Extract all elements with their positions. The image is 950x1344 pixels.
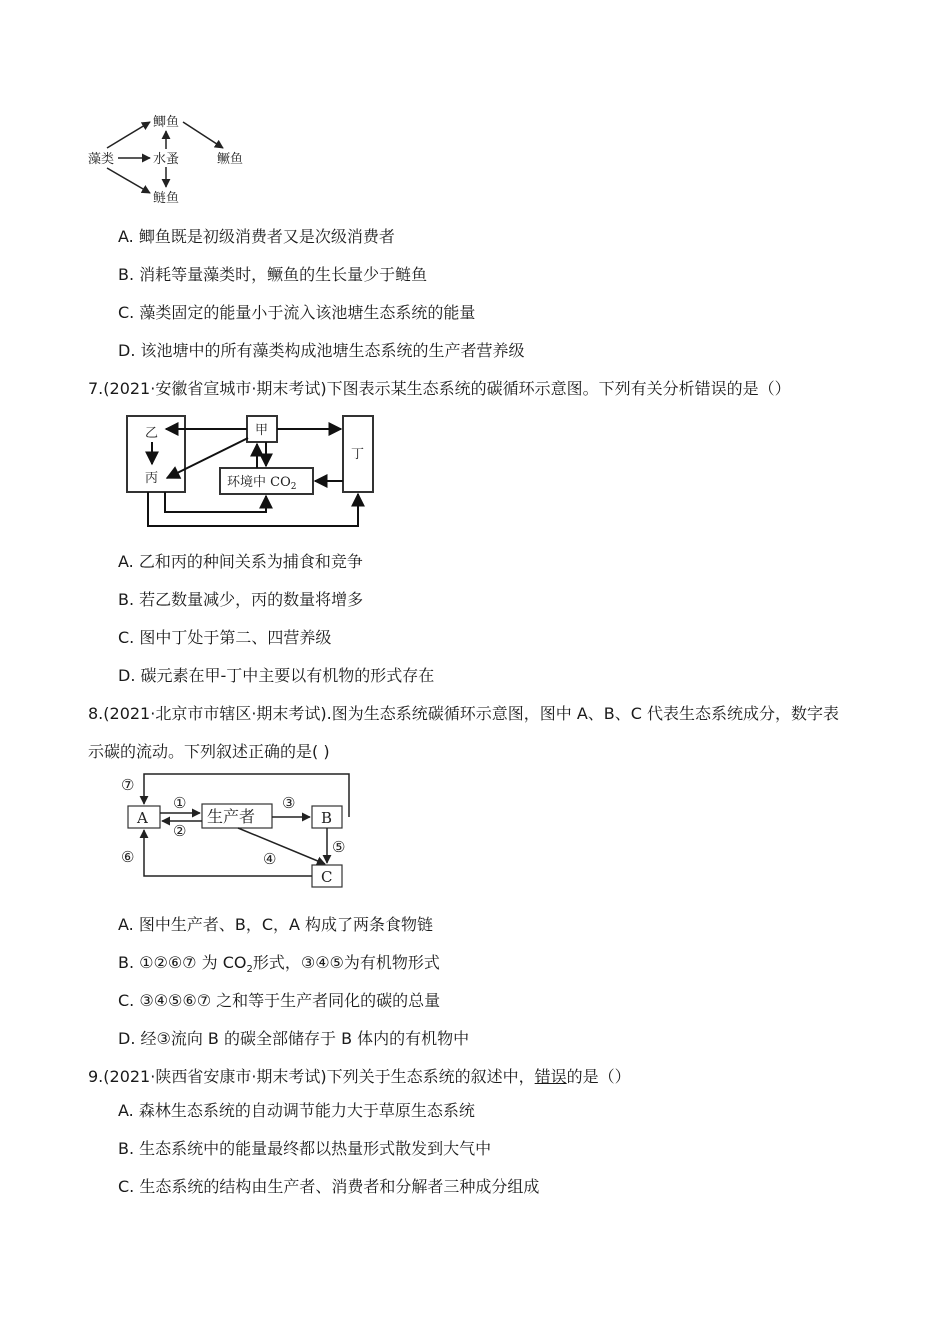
- label-n5: ⑤: [332, 838, 346, 856]
- q7-option-a: A. 乙和丙的种间关系为捕食和竞争: [118, 552, 363, 571]
- arrow-yi-ding: [148, 492, 358, 526]
- label-co2: 环境中 $CO_2$: [227, 475, 297, 492]
- q8-option-d: D. 经③流向 B 的碳全部储存于 B 体内的有机物中: [118, 1029, 470, 1048]
- q7-option-d: D. 碳元素在甲-丁中主要以有机物的形式存在: [118, 666, 435, 685]
- label-ding: 丁: [351, 447, 365, 462]
- node-water-flea: 水蚤: [153, 152, 180, 167]
- q9-stem-underlined: 错误: [534, 1067, 567, 1086]
- q6-option-b: B. 消耗等量藻类时，鳜鱼的生长量少于鲢鱼: [118, 265, 428, 284]
- label-a: A: [137, 809, 148, 827]
- q9-option-c: C. 生态系统的结构由生产者、消费者和分解者三种成分组成: [118, 1177, 540, 1196]
- q9-option-a: A. 森林生态系统的自动调节能力大于草原生态系统: [118, 1101, 475, 1120]
- q8-option-a: A. 图中生产者、B，C，A 构成了两条食物链: [118, 915, 434, 934]
- food-web-diagram: [85, 110, 265, 210]
- q7-carbon-cycle-diagram: [120, 408, 370, 533]
- q8-carbon-cycle-diagram: [118, 770, 358, 890]
- q6-option-d: D. 该池塘中的所有藻类构成池塘生态系统的生产者营养级: [118, 341, 525, 360]
- node-algae: 藻类: [88, 152, 115, 167]
- arrow-producer-c: [238, 828, 325, 864]
- arrow-carp-mandarin-fish: [183, 122, 223, 148]
- arrow-algae-silver-carp: [107, 168, 150, 193]
- node-silver-carp: 鲢鱼: [153, 191, 180, 206]
- label-n1: ①: [173, 794, 187, 812]
- label-jia: 甲: [255, 423, 269, 438]
- q7-option-c: C. 图中丁处于第二、四营养级: [118, 628, 332, 647]
- label-n4: ④: [263, 850, 277, 868]
- label-n6: ⑥: [121, 848, 135, 866]
- q8-option-b-pre: B. ①②⑥⑦ 为 CO: [118, 953, 247, 972]
- q9-option-b: B. 生态系统中的能量最终都以热量形式散发到大气中: [118, 1139, 492, 1158]
- q6-option-a: A. 鲫鱼既是初级消费者又是次级消费者: [118, 227, 395, 246]
- q8-stem-line2: 示碳的流动。下列叙述正确的是( ): [88, 742, 330, 761]
- q8-stem-line1: 8.(2021·北京市市辖区·期末考试).图为生态系统碳循环示意图，图中 A、B、C 代表生态系统成分，数字表: [88, 704, 839, 723]
- q8-option-b-sub: 2: [246, 964, 253, 976]
- label-n2: ②: [173, 822, 187, 840]
- q7-option-b: B. 若乙数量减少，丙的数量将增多: [118, 590, 364, 609]
- q8-option-c: C. ③④⑤⑥⑦ 之和等于生产者同化的碳的总量: [118, 991, 441, 1010]
- q9-stem: [88, 1067, 631, 1087]
- q8-option-b-post: 形式，③④⑤为有机物形式: [252, 953, 440, 972]
- q7-stem: 7.(2021·安徽省宣城市·期末考试)下图表示某生态系统的碳循环示意图。下列有关分析错误的是（）: [88, 379, 791, 398]
- label-producer: 生产者: [207, 807, 256, 826]
- q8-option-b: [118, 953, 440, 980]
- node-carp: 鲫鱼: [153, 115, 180, 130]
- node-mandarin-fish: 鳜鱼: [217, 152, 244, 167]
- q9-stem-post: 的是（）: [566, 1067, 631, 1086]
- label-yi: 乙: [145, 426, 159, 441]
- label-n7: ⑦: [121, 776, 135, 794]
- arrow-algae-carp: [107, 122, 150, 148]
- label-bing: 丙: [145, 471, 159, 486]
- arrow-c-a: [144, 830, 312, 876]
- q6-option-c: C. 藻类固定的能量小于流入该池塘生态系统的能量: [118, 303, 476, 322]
- label-b: B: [321, 809, 333, 827]
- label-n3: ③: [282, 794, 296, 812]
- label-c: C: [321, 868, 333, 886]
- q9-stem-pre: 9.(2021·陕西省安康市·期末考试)下列关于生态系统的叙述中，: [88, 1067, 535, 1086]
